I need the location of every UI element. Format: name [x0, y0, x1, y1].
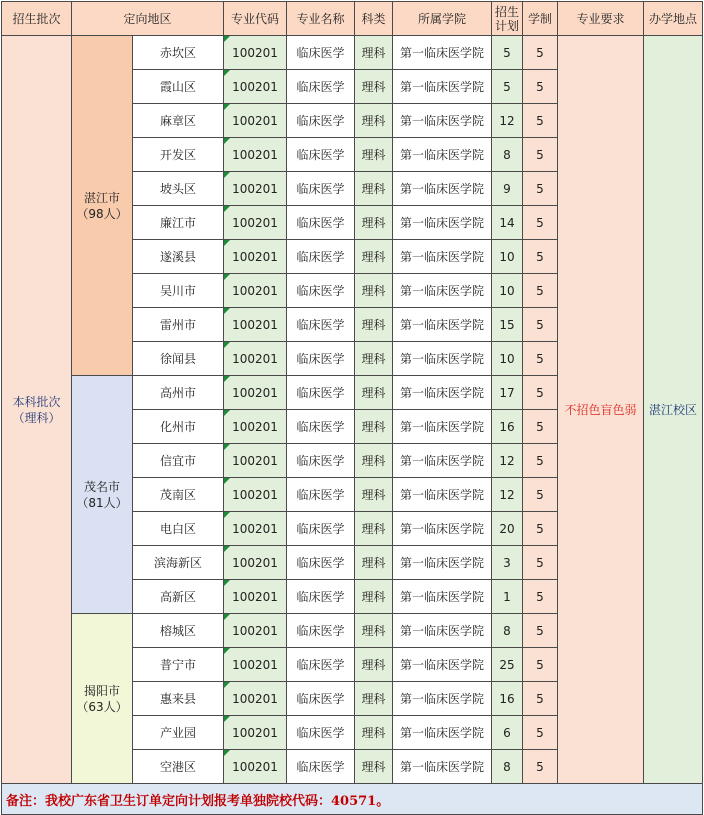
- district-cell: 高州市: [133, 376, 224, 410]
- table-row: [2, 36, 703, 70]
- years-cell: 5: [523, 410, 558, 444]
- quota-cell: 9: [492, 172, 523, 206]
- district-cell: 遂溪县: [133, 240, 224, 274]
- quota-cell: 8: [492, 138, 523, 172]
- district-cell: 普宁市: [133, 648, 224, 682]
- years-cell: 5: [523, 240, 558, 274]
- district-cell: 徐闻县: [133, 342, 224, 376]
- years-cell: 5: [523, 580, 558, 614]
- major-cell: 临床医学: [287, 512, 355, 546]
- school-cell: 第一临床医学院: [393, 274, 492, 308]
- school-cell: 第一临床医学院: [393, 614, 492, 648]
- school-cell: 第一临床医学院: [393, 716, 492, 750]
- major-cell: 临床医学: [287, 614, 355, 648]
- major-cell: 临床医学: [287, 172, 355, 206]
- header-years: 学制: [523, 2, 558, 36]
- district-cell: 开发区: [133, 138, 224, 172]
- type-cell: 理科: [355, 614, 393, 648]
- footnote: 备注：我校广东省卫生订单定向计划报考单独院校代码：40571。: [2, 784, 703, 815]
- header-type: 科类: [355, 2, 393, 36]
- school-cell: 第一临床医学院: [393, 444, 492, 478]
- quota-cell: 5: [492, 70, 523, 104]
- quota-cell: 1: [492, 580, 523, 614]
- quota-cell: 8: [492, 750, 523, 784]
- code-cell: 100201: [224, 70, 287, 104]
- district-cell: 霞山区: [133, 70, 224, 104]
- years-cell: 5: [523, 138, 558, 172]
- type-cell: 理科: [355, 240, 393, 274]
- years-cell: 5: [523, 274, 558, 308]
- type-cell: 理科: [355, 342, 393, 376]
- school-cell: 第一临床医学院: [393, 308, 492, 342]
- school-cell: 第一临床医学院: [393, 750, 492, 784]
- district-cell: 化州市: [133, 410, 224, 444]
- years-cell: 5: [523, 716, 558, 750]
- quota-cell: 15: [492, 308, 523, 342]
- school-cell: 第一临床医学院: [393, 138, 492, 172]
- code-cell: 100201: [224, 172, 287, 206]
- major-cell: 临床医学: [287, 682, 355, 716]
- school-cell: 第一临床医学院: [393, 104, 492, 138]
- years-cell: 5: [523, 512, 558, 546]
- school-cell: 第一临床医学院: [393, 512, 492, 546]
- district-cell: 茂南区: [133, 478, 224, 512]
- quota-cell: 10: [492, 274, 523, 308]
- major-cell: 临床医学: [287, 70, 355, 104]
- school-cell: 第一临床医学院: [393, 648, 492, 682]
- quota-cell: 5: [492, 36, 523, 70]
- district-cell: 吴川市: [133, 274, 224, 308]
- years-cell: 5: [523, 36, 558, 70]
- years-cell: 5: [523, 376, 558, 410]
- type-cell: 理科: [355, 512, 393, 546]
- major-cell: 临床医学: [287, 648, 355, 682]
- city-cell: 茂名市（81人）: [72, 376, 133, 614]
- major-cell: 临床医学: [287, 138, 355, 172]
- quota-cell: 25: [492, 648, 523, 682]
- major-cell: 临床医学: [287, 342, 355, 376]
- code-cell: 100201: [224, 750, 287, 784]
- code-cell: 100201: [224, 342, 287, 376]
- batch-cell: 本科批次（理科）: [2, 36, 72, 784]
- type-cell: 理科: [355, 206, 393, 240]
- years-cell: 5: [523, 478, 558, 512]
- code-cell: 100201: [224, 682, 287, 716]
- quota-cell: 6: [492, 716, 523, 750]
- major-cell: 临床医学: [287, 410, 355, 444]
- type-cell: 理科: [355, 104, 393, 138]
- years-cell: 5: [523, 546, 558, 580]
- years-cell: 5: [523, 444, 558, 478]
- code-cell: 100201: [224, 274, 287, 308]
- header-quota: 招生计划: [492, 2, 523, 36]
- city-cell: 湛江市（98人）: [72, 36, 133, 376]
- type-cell: 理科: [355, 546, 393, 580]
- district-cell: 空港区: [133, 750, 224, 784]
- district-cell: 赤坎区: [133, 36, 224, 70]
- major-cell: 临床医学: [287, 308, 355, 342]
- major-cell: 临床医学: [287, 750, 355, 784]
- code-cell: 100201: [224, 444, 287, 478]
- header-location: 办学地点: [644, 2, 703, 36]
- type-cell: 理科: [355, 410, 393, 444]
- district-cell: 廉江市: [133, 206, 224, 240]
- quota-cell: 3: [492, 546, 523, 580]
- school-cell: 第一临床医学院: [393, 580, 492, 614]
- district-cell: 坡头区: [133, 172, 224, 206]
- header-region: 定向地区: [72, 2, 224, 36]
- school-cell: 第一临床医学院: [393, 376, 492, 410]
- school-cell: 第一临床医学院: [393, 172, 492, 206]
- location-cell: 湛江校区: [644, 36, 703, 784]
- requirement-cell: 不招色盲色弱: [558, 36, 644, 784]
- header-code: 专业代码: [224, 2, 287, 36]
- code-cell: 100201: [224, 546, 287, 580]
- district-cell: 榕城区: [133, 614, 224, 648]
- code-cell: 100201: [224, 104, 287, 138]
- type-cell: 理科: [355, 682, 393, 716]
- type-cell: 理科: [355, 308, 393, 342]
- type-cell: 理科: [355, 36, 393, 70]
- school-cell: 第一临床医学院: [393, 342, 492, 376]
- years-cell: 5: [523, 682, 558, 716]
- major-cell: 临床医学: [287, 104, 355, 138]
- district-cell: 雷州市: [133, 308, 224, 342]
- code-cell: 100201: [224, 512, 287, 546]
- major-cell: 临床医学: [287, 478, 355, 512]
- quota-cell: 10: [492, 342, 523, 376]
- type-cell: 理科: [355, 138, 393, 172]
- quota-cell: 12: [492, 104, 523, 138]
- header-requirement: 专业要求: [558, 2, 644, 36]
- quota-cell: 10: [492, 240, 523, 274]
- years-cell: 5: [523, 614, 558, 648]
- years-cell: 5: [523, 172, 558, 206]
- type-cell: 理科: [355, 716, 393, 750]
- district-cell: 电白区: [133, 512, 224, 546]
- header-major: 专业名称: [287, 2, 355, 36]
- school-cell: 第一临床医学院: [393, 206, 492, 240]
- quota-cell: 12: [492, 444, 523, 478]
- type-cell: 理科: [355, 274, 393, 308]
- major-cell: 临床医学: [287, 376, 355, 410]
- type-cell: 理科: [355, 750, 393, 784]
- type-cell: 理科: [355, 376, 393, 410]
- district-cell: 高新区: [133, 580, 224, 614]
- major-cell: 临床医学: [287, 206, 355, 240]
- header-batch: 招生批次: [2, 2, 72, 36]
- code-cell: 100201: [224, 410, 287, 444]
- code-cell: 100201: [224, 308, 287, 342]
- enrollment-table: [1, 1, 703, 815]
- code-cell: 100201: [224, 138, 287, 172]
- years-cell: 5: [523, 104, 558, 138]
- code-cell: 100201: [224, 614, 287, 648]
- quota-cell: 17: [492, 376, 523, 410]
- quota-cell: 12: [492, 478, 523, 512]
- table-body: [2, 36, 703, 784]
- code-cell: 100201: [224, 478, 287, 512]
- major-cell: 临床医学: [287, 274, 355, 308]
- code-cell: 100201: [224, 648, 287, 682]
- type-cell: 理科: [355, 172, 393, 206]
- type-cell: 理科: [355, 70, 393, 104]
- code-cell: 100201: [224, 376, 287, 410]
- district-cell: 滨海新区: [133, 546, 224, 580]
- type-cell: 理科: [355, 580, 393, 614]
- quota-cell: 20: [492, 512, 523, 546]
- years-cell: 5: [523, 342, 558, 376]
- years-cell: 5: [523, 308, 558, 342]
- code-cell: 100201: [224, 580, 287, 614]
- school-cell: 第一临床医学院: [393, 546, 492, 580]
- quota-cell: 8: [492, 614, 523, 648]
- years-cell: 5: [523, 648, 558, 682]
- type-cell: 理科: [355, 444, 393, 478]
- district-cell: 产业园: [133, 716, 224, 750]
- district-cell: 麻章区: [133, 104, 224, 138]
- school-cell: 第一临床医学院: [393, 478, 492, 512]
- major-cell: 临床医学: [287, 36, 355, 70]
- school-cell: 第一临床医学院: [393, 682, 492, 716]
- major-cell: 临床医学: [287, 716, 355, 750]
- district-cell: 信宜市: [133, 444, 224, 478]
- city-cell: 揭阳市（63人）: [72, 614, 133, 784]
- code-cell: 100201: [224, 36, 287, 70]
- quota-cell: 14: [492, 206, 523, 240]
- code-cell: 100201: [224, 716, 287, 750]
- code-cell: 100201: [224, 206, 287, 240]
- years-cell: 5: [523, 70, 558, 104]
- type-cell: 理科: [355, 648, 393, 682]
- quota-cell: 16: [492, 410, 523, 444]
- code-cell: 100201: [224, 240, 287, 274]
- quota-cell: 16: [492, 682, 523, 716]
- major-cell: 临床医学: [287, 240, 355, 274]
- years-cell: 5: [523, 750, 558, 784]
- header-school: 所属学院: [393, 2, 492, 36]
- school-cell: 第一临床医学院: [393, 70, 492, 104]
- school-cell: 第一临床医学院: [393, 240, 492, 274]
- header-row: [2, 2, 703, 36]
- type-cell: 理科: [355, 478, 393, 512]
- major-cell: 临床医学: [287, 546, 355, 580]
- district-cell: 惠来县: [133, 682, 224, 716]
- major-cell: 临床医学: [287, 444, 355, 478]
- school-cell: 第一临床医学院: [393, 410, 492, 444]
- school-cell: 第一临床医学院: [393, 36, 492, 70]
- major-cell: 临床医学: [287, 580, 355, 614]
- years-cell: 5: [523, 206, 558, 240]
